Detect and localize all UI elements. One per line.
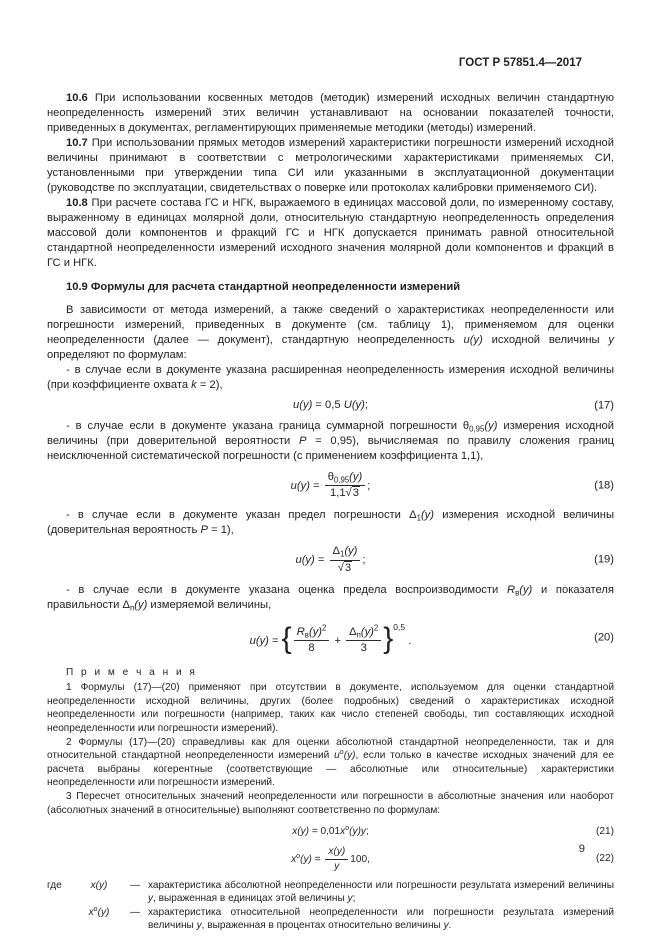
formula-19 (47, 545, 614, 574)
text-segment: = 2), (196, 379, 223, 391)
text-segment: измеряемой величины, (147, 598, 272, 611)
clause-10-8 (47, 196, 614, 271)
fraction: $\frac{R_в(y)^2}{8}$ (294, 626, 330, 655)
equation-19: u(y) = $\frac{\Delta_1(y)}{√3}$ ; (295, 545, 366, 574)
definition-dash: — (129, 879, 141, 891)
text-segment: , выраженная в единицах этой величины (153, 893, 348, 905)
equation-18: u(y) = $\frac{\theta_{0,95}(y)}{1,1√3}$ ; (290, 471, 371, 500)
text-segment: 1 (416, 513, 421, 523)
formula-number: (22) (596, 853, 614, 865)
document-header: ГОСТ Р 57851.4—2017 (458, 57, 582, 69)
text-segment: измерения исходной величины (доверительная вероятность (47, 509, 614, 537)
definitions-block (47, 879, 614, 933)
text-segment: P (299, 435, 307, 447)
text-segment: R (506, 583, 516, 596)
fraction: $\frac{x(y)}{y}$ (325, 846, 348, 873)
text-segment: (y) (484, 420, 498, 432)
text-segment: В зависимости от метода измерений, а также сведений о характеристиках неопределенности или погрешности измерений, приведенных в документе (см. таблицу 1), применяемом для оценки неопределенности (далее — документ), стандартную неопределенность (47, 304, 614, 346)
definition-term (76, 906, 122, 933)
text-segment: - в случае если в документе указана оценка предела воспроизводимости (66, 583, 507, 596)
note-1 (47, 681, 614, 735)
text-segment: о (93, 905, 98, 913)
equation-17: u(y) = 0,5 U(y); (293, 399, 368, 411)
equation-20: u(y) = { $\frac{R_в(y)^2}{8}$ + $\frac{\Delta_п(y)^2}{3}$ }$^{0,5}$ . (249, 621, 412, 655)
text-segment: P (200, 524, 208, 537)
fraction: $\frac{\theta_{0,95}(y)}{1,1√3}$ (325, 471, 366, 500)
text-segment: y (347, 893, 353, 905)
text-segment: При использовании косвенных методов (методик) измерений исходных величин стандартную неопределенность измерений этих величин устанавливают на основании показателей точности, приведенных в документах, регламентирующих применяемые методики (методы) измерений. (47, 92, 614, 134)
text-segment: 10.7 (66, 137, 88, 149)
notes-section (47, 666, 614, 933)
text-segment: = 1), (207, 524, 234, 537)
text-segment: в (515, 588, 520, 598)
definition-text (148, 879, 614, 906)
clause-10-7 (47, 136, 614, 196)
text-segment: (y) (343, 750, 356, 762)
text-segment: x(y) (90, 879, 108, 891)
text-segment: При использовании прямых методов измерений характеристики погрешности измерений исходной величины принимают в соответствии с метрологическими характеристиками применяемых СИ, установленными при утверждении типа СИ или указанными в эксплуатационной документации (руководстве по эксплуатации, свидетельствах о поверке или протоколах калибровки применяемого СИ). (47, 137, 614, 194)
where-label: где (47, 879, 62, 891)
fraction: $\frac{\Delta_п(y)^2}{3}$ (346, 626, 381, 655)
right-brace: } (383, 621, 394, 655)
text-segment: . (448, 920, 452, 932)
formula-number: (18) (594, 479, 614, 492)
definition-term (76, 879, 122, 906)
text-segment: = 0,95), вычисляемая по правилу сложения границ неисключенной систематической погрешности (с применением коэффициента 1,1), (47, 435, 615, 462)
page-number: 9 (578, 843, 585, 855)
text-segment: о (339, 749, 344, 757)
note-3 (47, 790, 614, 817)
clause-10-6 (47, 91, 614, 136)
formula-18 (47, 471, 614, 500)
text-segment: u (334, 750, 340, 762)
text-segment: (y) (97, 906, 110, 918)
text-segment: y (443, 920, 449, 932)
notes-title: П р и м е ч а н и я (66, 666, 198, 678)
text-segment: x (88, 906, 94, 918)
formula-21 (47, 825, 614, 839)
text-segment: k (191, 379, 197, 391)
text-segment: - в случае если в документе указан предел погрешности Δ (66, 509, 417, 522)
radical-icon: √ (337, 561, 344, 574)
formula-number: (21) (596, 826, 614, 838)
text-segment: 10.9 Формулы для расчета стандартной неопределенности измерений (66, 281, 461, 293)
bullet-reproducibility (47, 583, 614, 613)
text-segment: y (608, 334, 614, 346)
definition-dash: — (129, 906, 141, 918)
intro-paragraph (47, 303, 614, 363)
spacer (47, 906, 73, 933)
text-segment: - в случае если в документе указана граница суммарной погрешности θ (66, 420, 470, 432)
text-segment: 1 Формулы (17)—(20) применяют при отсутствии в документе, используемом для оценки стандартной неопределенности исходной величины, других (более подробных) сведений о характеристиках исходной неопределенности или погрешности (например, таких как число степеней свободы, тип составляющих исходной неопределенности или погрешности измерений). (47, 682, 614, 735)
bullet-expanded-uncertainty (47, 363, 614, 393)
left-brace: { (281, 621, 292, 655)
formula-number: (17) (594, 399, 614, 411)
text-segment: характеристика относительной неопределенности или погрешности результата измерений величины (148, 906, 614, 932)
text-segment: , выраженная в процентах относительно величины (201, 920, 444, 932)
formula-20 (47, 620, 614, 656)
text-segment: y (148, 893, 154, 905)
text-segment: , если только в качестве исходных значений для ее расчета выбраны когерентные (соответствующие — абсолютные или относительные) характеристики неопределенности или погрешности измерений. (47, 750, 614, 789)
text-segment: y (196, 920, 202, 932)
text-segment: При расчете состава ГС и НГК, выражаемого в единицах массовой доли, по измеренному составу, выраженному в единицах молярной доли, относительную стандартную неопределенность определения массовой доли компонентов и фракций ГС и НГК допускается принимать равной относительной стандартной неопределенности измерений исходного значения молярной доли компонентов и фракций в ГС и НГК. (47, 197, 614, 269)
text-segment: 2 Формулы (17)—(20) справедливы как для оценки абсолютной стандартной неопределенности, так и для относительной стандартной неопределенности измерений (47, 736, 614, 762)
text-segment: (y) (519, 583, 533, 596)
text-segment: 0,95 (469, 424, 485, 434)
formula-number: (19) (594, 553, 614, 566)
text-segment: и показателя правильности Δ (47, 583, 614, 611)
formula-22 (47, 846, 614, 873)
text-segment: u(y) (463, 334, 483, 346)
text-segment: определяют по формулам: (47, 349, 187, 361)
formula-17 (47, 398, 614, 413)
text-segment: характеристика абсолютной неопределенности или погрешности результата измерений величины (148, 879, 614, 891)
equation-21: $x(y) = 0,01x^о(y)y$; (292, 825, 369, 838)
text-segment: 3 Пересчет относительных значений неопределенности или погрешности в абсолютные значения или наоборот (абсолютных значений в относительные) выполняют соответственно по формулам: (47, 790, 614, 816)
text-segment: - в случае если в документе указана расширенная неопределенность измерения исходной величины (при коэффициенте охвата (47, 364, 614, 391)
section-10-9-heading (47, 280, 614, 295)
text-segment: ; (352, 893, 356, 905)
text-segment: п (130, 603, 135, 613)
formula-number: (20) (594, 631, 614, 644)
equation-22: $x^о(y)$ = $\frac{x(y)}{y}$ 100, (291, 845, 370, 872)
text-segment: 10.8 (66, 197, 88, 209)
text-segment: 10.6 (66, 92, 88, 104)
bullet-error-limit (47, 508, 614, 538)
note-2 (47, 736, 614, 790)
text-segment: исходной величины (482, 334, 609, 346)
bullet-summary-error-bound (47, 419, 614, 464)
text-segment: (y) (420, 509, 434, 522)
text-segment: измерения исходной величины (при доверительной вероятности (47, 420, 614, 447)
fraction: $\frac{\Delta_1(y)}{√3}$ (330, 545, 361, 574)
definition-text (148, 906, 614, 933)
text-segment: (y) (134, 598, 148, 611)
radical-icon: √ (345, 487, 352, 500)
